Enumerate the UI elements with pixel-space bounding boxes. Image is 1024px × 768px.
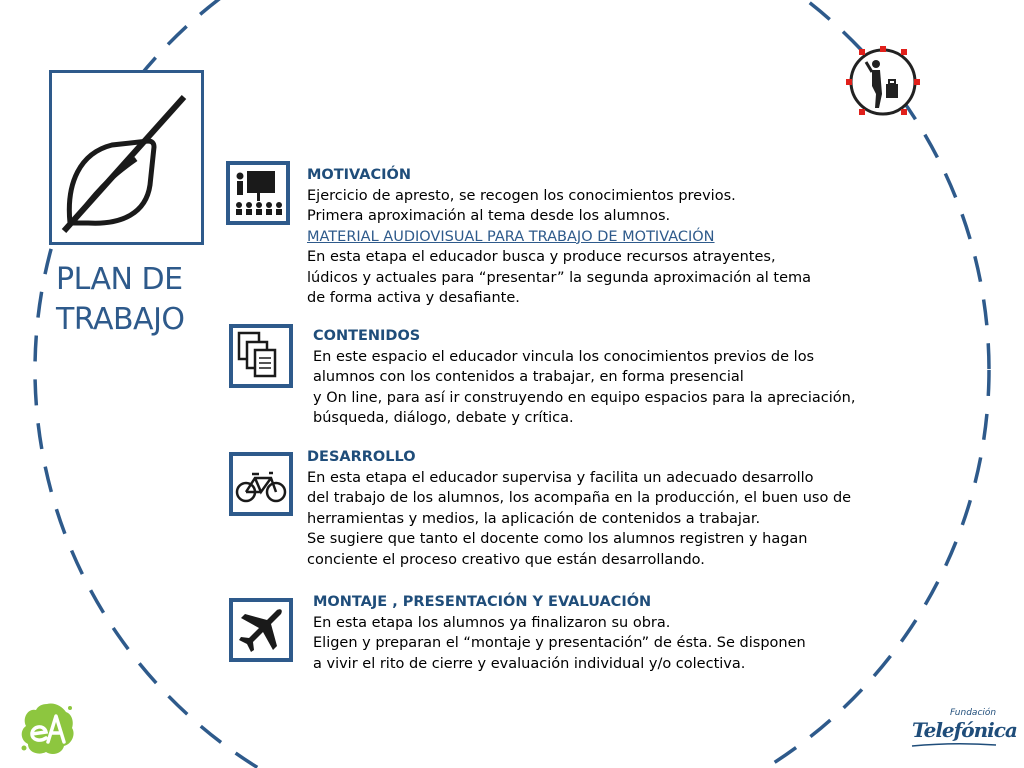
montaje-icon-box <box>229 598 293 662</box>
section-heading: MONTAJE , PRESENTACIÓN Y EVALUACIÓN <box>313 594 652 610</box>
page-title <box>56 260 185 340</box>
section-line: de forma activa y desafiante. <box>307 290 520 306</box>
section-line: del trabajo de los alumnos, los acompaña en la producción, el buen uso de <box>307 490 852 506</box>
section-line: En este espacio el educador vincula los conocimientos previos de los <box>313 348 815 365</box>
section-line: lúdicos y actuales para “presentar” la segunda aproximación al tema <box>307 269 812 286</box>
section-line: herramientas y medios, la aplicación de contenidos a trabajar. <box>307 510 761 527</box>
section-montaje <box>313 592 806 674</box>
telefonica-underline <box>910 742 998 748</box>
section-line: En esta etapa el educador busca y produce recursos atrayentes, <box>307 249 776 265</box>
telefonica-logo: Telefónica <box>912 718 1017 742</box>
fundacion-label: Fundación <box>950 708 997 718</box>
section-heading: CONTENIDOS <box>313 328 421 344</box>
section-line: Eligen y preparan el “montaje y presentación” de ésta. Se disponen <box>313 635 806 651</box>
section-motivacion <box>307 165 811 309</box>
section-line: Ejercicio de apresto, se recogen los conocimientos previos. <box>307 187 736 204</box>
contenidos-icon-box <box>229 324 293 388</box>
airplane-icon <box>233 602 289 658</box>
motivacion-icon-box <box>226 161 290 225</box>
page-title-line1: PLAN DE <box>56 262 183 297</box>
traveler-clock-icon <box>846 46 920 118</box>
section-heading: DESARROLLO <box>307 449 416 465</box>
desarrollo-icon-box <box>229 452 293 516</box>
section-line: Se sugiere que tanto el docente como los alumnos registren y hagan <box>307 531 808 547</box>
presenter-audience-icon <box>230 165 286 221</box>
section-contenidos <box>313 326 855 429</box>
section-desarrollo <box>307 447 851 570</box>
ea-logo <box>18 700 76 758</box>
leaf-crossed-icon <box>52 73 201 242</box>
section-line: En esta etapa los alumnos ya finalizaron su obra. <box>313 614 671 631</box>
section-line: conciente el proceso creativo que están desarrollando. <box>307 551 705 568</box>
section-line: En esta etapa el educador supervisa y facilita un adecuado desarrollo <box>307 469 814 486</box>
section-line: Primera aproximación al tema desde los alumnos. <box>307 208 671 224</box>
material-audiovisual-link[interactable]: MATERIAL AUDIOVISUAL PARA TRABAJO DE MOTIVACIÓN <box>307 228 715 245</box>
documents-stack-icon <box>233 328 289 384</box>
section-line: y On line, para así ir construyendo en equipo espacios para la apreciación, <box>313 389 856 406</box>
section-heading: MOTIVACIÓN <box>307 167 411 183</box>
bicycle-icon <box>233 456 289 512</box>
title-icon-box <box>49 70 204 245</box>
section-line: a vivir el rito de cierre y evaluación individual y/o colectiva. <box>313 655 746 672</box>
page-title-line2: TRABAJO <box>56 302 185 337</box>
section-line: búsqueda, diálogo, debate y crítica. <box>313 410 574 426</box>
section-line: alumnos con los contenidos a trabajar, en forma presencial <box>313 369 744 385</box>
